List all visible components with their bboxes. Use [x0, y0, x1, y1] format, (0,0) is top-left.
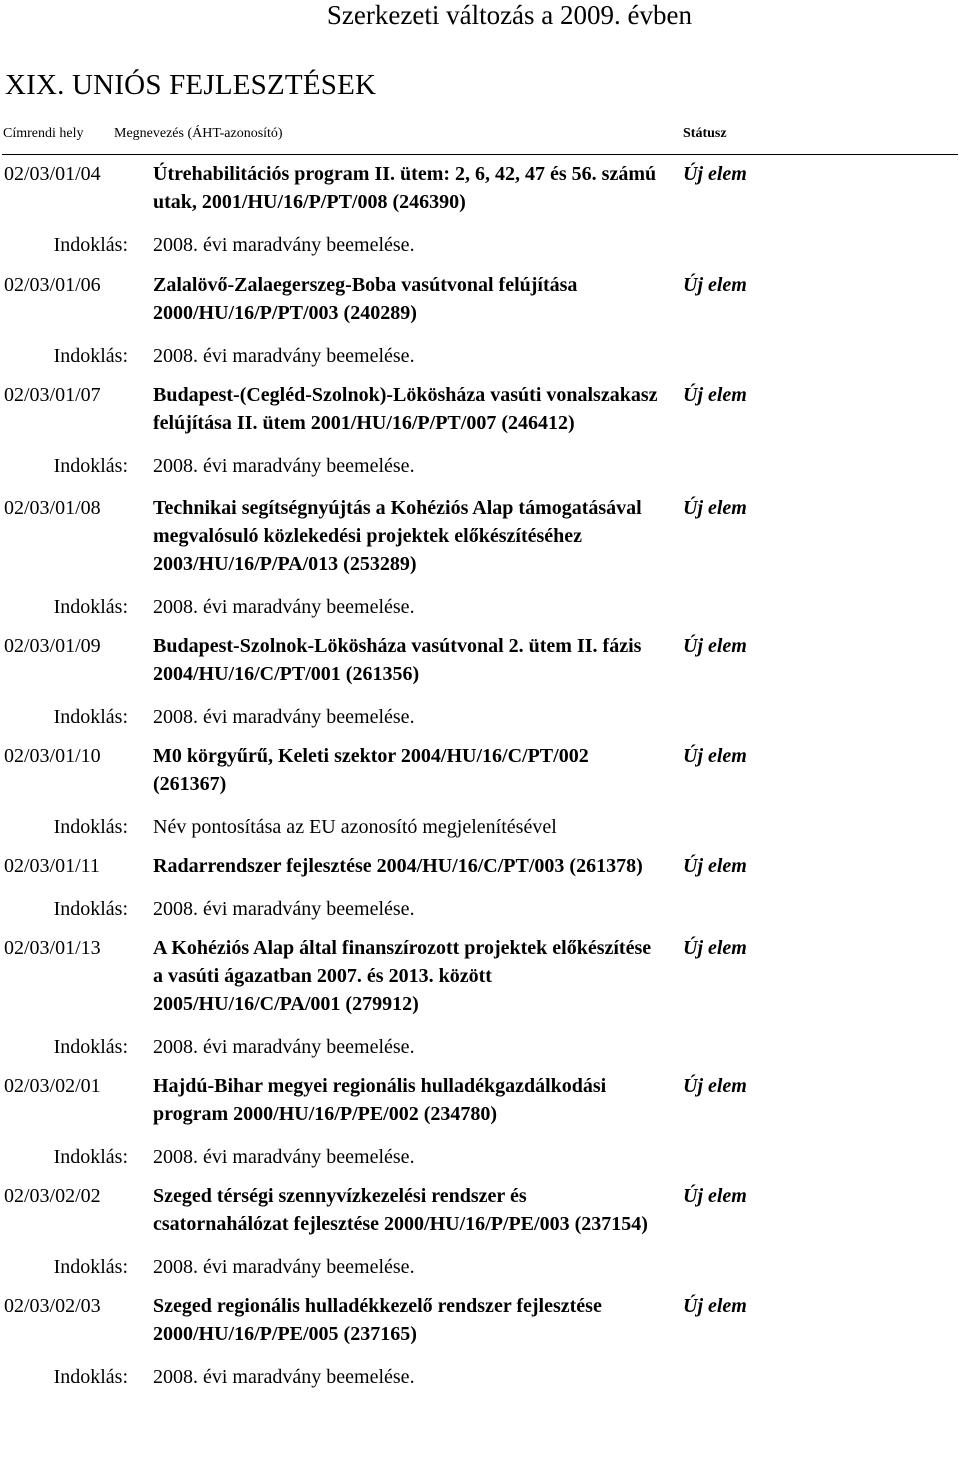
justification-label: Indoklás: [53, 1146, 128, 1168]
entry-status: Új elem [683, 1185, 747, 1207]
entry-code: 02/03/01/09 [4, 635, 101, 657]
entry-code: 02/03/01/10 [4, 745, 101, 767]
entry-status: Új elem [683, 497, 747, 519]
entry-main-row [0, 160, 960, 216]
justification-text: 2008. évi maradvány beemelése. [153, 345, 415, 367]
justification-text: 2008. évi maradvány beemelése. [153, 596, 415, 618]
entry-name: Szeged térségi szennyvízkezelési rendszer és csatornahálózat fejlesztése 2000/HU/16/P/PE/003 (237154) [153, 1185, 648, 1235]
entry-code: 02/03/02/03 [4, 1295, 101, 1317]
entry-main-row [0, 742, 960, 798]
entry-main-row [0, 632, 960, 688]
entry-justification-row [0, 1363, 960, 1391]
list-item [0, 271, 960, 370]
justification-text: 2008. évi maradvány beemelése. [153, 1256, 415, 1278]
entry-name: Technikai segítségnyújtás a Kohéziós Alap támogatásával megvalósuló közlekedési projektek előkészítéséhez 2003/HU/16/P/PA/013 (253289) [153, 497, 642, 575]
entry-main-row [0, 934, 960, 1018]
entry-code: 02/03/01/11 [4, 855, 100, 877]
entry-name: Hajdú-Bihar megyei regionális hulladékgazdálkodási program 2000/HU/16/P/PE/002 (234780) [153, 1075, 607, 1125]
entry-code: 02/03/01/06 [4, 274, 101, 296]
justification-text: 2008. évi maradvány beemelése. [153, 455, 415, 477]
justification-label: Indoklás: [53, 816, 128, 838]
entry-name: Zalalövő-Zalaegerszeg-Boba vasútvonal felújítása 2000/HU/16/P/PT/003 (240289) [153, 274, 578, 324]
entry-main-row [0, 494, 960, 578]
entry-name: Szeged regionális hulladékkezelő rendszer fejlesztése 2000/HU/16/P/PE/005 (237165) [153, 1295, 602, 1345]
justification-label: Indoklás: [53, 1256, 128, 1278]
list-item [0, 852, 960, 923]
entry-main-row [0, 1072, 960, 1128]
entry-main-row [0, 1292, 960, 1348]
entry-justification-row [0, 703, 960, 731]
entry-main-row [0, 381, 960, 437]
justification-label: Indoklás: [53, 234, 128, 256]
list-item [0, 934, 960, 1061]
justification-text: Név pontosítása az EU azonosító megjelenítésével [153, 816, 557, 838]
justification-text: 2008. évi maradvány beemelése. [153, 706, 415, 728]
entry-justification-row [0, 895, 960, 923]
entry-name: Útrehabilitációs program II. ütem: 2, 6, 42, 47 és 56. számú utak, 2001/HU/16/P/PT/008 (246390) [153, 163, 657, 213]
justification-text: 2008. évi maradvány beemelése. [153, 1146, 415, 1168]
entry-code: 02/03/01/04 [4, 163, 101, 185]
entry-status: Új elem [683, 1075, 747, 1097]
justification-label: Indoklás: [53, 706, 128, 728]
list-item [0, 160, 960, 259]
list-item [0, 742, 960, 841]
entry-status: Új elem [683, 274, 747, 296]
column-header-code: Címrendi hely [3, 126, 84, 141]
entry-status: Új elem [683, 745, 747, 767]
list-item [0, 632, 960, 731]
entry-status: Új elem [683, 384, 747, 406]
entry-name: M0 körgyűrű, Keleti szektor 2004/HU/16/C/PT/002 (261367) [153, 745, 589, 795]
entry-code: 02/03/01/07 [4, 384, 101, 406]
entry-justification-row [0, 342, 960, 370]
entry-status: Új elem [683, 163, 747, 185]
justification-label: Indoklás: [53, 1036, 128, 1058]
justification-label: Indoklás: [53, 898, 128, 920]
page-title: Szerkezeti változás a 2009. évben [326, 0, 692, 30]
entry-name: Budapest-(Cegléd-Szolnok)-Lökösháza vasúti vonalszakasz felújítása II. ütem 2001/HU/16/P/PT/007 (246412) [153, 384, 658, 434]
entry-status: Új elem [683, 635, 747, 657]
justification-label: Indoklás: [53, 1366, 128, 1388]
entry-main-row [0, 1182, 960, 1238]
list-item [0, 494, 960, 621]
entry-name: A Kohéziós Alap által finanszírozott projektek előkészítése a vasúti ágazatban 2007. és 2013. között 2005/HU/16/C/PA/001 (279912) [153, 937, 652, 1015]
entry-justification-row [0, 813, 960, 841]
entry-name: Budapest-Szolnok-Lökösháza vasútvonal 2. ütem II. fázis 2004/HU/16/C/PT/001 (261356) [153, 635, 642, 685]
entry-main-row [0, 852, 960, 880]
entry-main-row [0, 271, 960, 327]
entry-justification-row [0, 452, 960, 480]
entry-code: 02/03/02/02 [4, 1185, 101, 1207]
list-item [0, 381, 960, 480]
entry-status: Új elem [683, 937, 747, 959]
justification-label: Indoklás: [53, 596, 128, 618]
entry-justification-row [0, 1253, 960, 1281]
entry-name: Radarrendszer fejlesztése 2004/HU/16/C/PT/003 (261378) [153, 855, 643, 877]
entry-justification-row [0, 231, 960, 259]
entry-code: 02/03/02/01 [4, 1075, 101, 1097]
justification-text: 2008. évi maradvány beemelése. [153, 1036, 415, 1058]
justification-text: 2008. évi maradvány beemelése. [153, 1366, 415, 1388]
justification-label: Indoklás: [53, 455, 128, 477]
header-divider [2, 154, 958, 155]
justification-text: 2008. évi maradvány beemelése. [153, 898, 415, 920]
list-item [0, 1292, 960, 1391]
list-item [0, 1182, 960, 1281]
list-item [0, 1072, 960, 1171]
entry-code: 02/03/01/08 [4, 497, 101, 519]
entry-justification-row [0, 1143, 960, 1171]
section-title: XIX. UNIÓS FEJLESZTÉSEK [5, 69, 377, 101]
column-header-status: Státusz [683, 126, 727, 141]
entry-code: 02/03/01/13 [4, 937, 101, 959]
justification-text: 2008. évi maradvány beemelése. [153, 234, 415, 256]
entry-status: Új elem [683, 855, 747, 877]
column-header-name: Megnevezés (ÁHT-azonosító) [114, 126, 283, 141]
entry-justification-row [0, 1033, 960, 1061]
entry-justification-row [0, 593, 960, 621]
entry-status: Új elem [683, 1295, 747, 1317]
entry-list [0, 160, 960, 1402]
justification-label: Indoklás: [53, 345, 128, 367]
